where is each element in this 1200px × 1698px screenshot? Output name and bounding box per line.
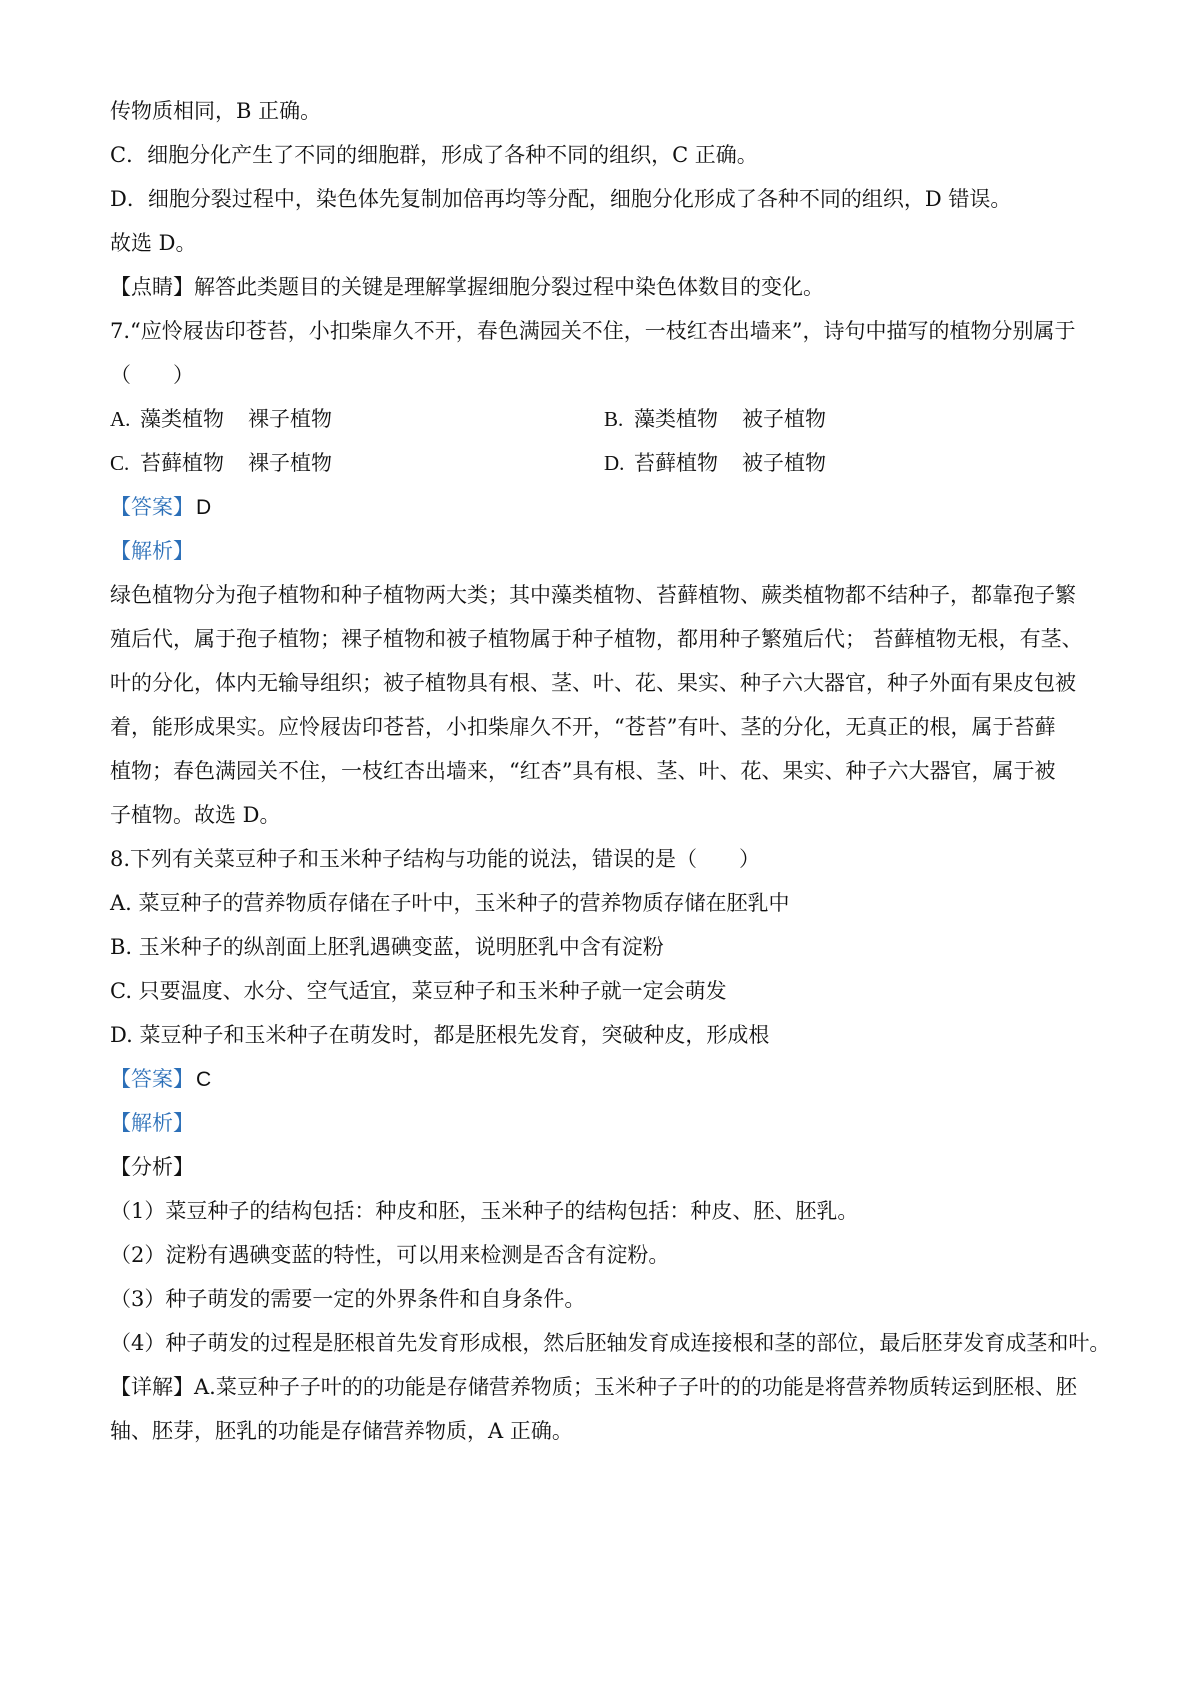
q8-option-b: B. 玉米种子的纵剖面上胚乳遇碘变蓝，说明胚乳中含有淀粉: [110, 935, 664, 959]
q7-analysis-line: 叶的分化，体内无输导组织；被子植物具有根、茎、叶、花、果实、种子六大器官，种子外面有果皮包被: [110, 671, 1076, 695]
q8-option-c: C. 只要温度、水分、空气适宜，菜豆种子和玉米种子就一定会萌发: [110, 979, 727, 1003]
text-line: C．细胞分化产生了不同的细胞群，形成了各种不同的组织，C 正确。: [110, 143, 758, 167]
q7-option-b: B. 藻类植物 被子植物: [604, 407, 826, 431]
q8-point: （1）菜豆种子的结构包括：种皮和胚，玉米种子的结构包括：种皮、胚、胚乳。: [110, 1199, 859, 1223]
q8-answer: [110, 1064, 211, 1095]
q8-detail-line: 【详解】A.菜豆种子子叶的的功能是存储营养物质；玉米种子子叶的的功能是将营养物质转运到胚根、胚: [110, 1375, 1077, 1399]
q7-answer: [110, 492, 211, 523]
answer-value: D: [196, 496, 212, 519]
q8-option-a: A. 菜豆种子的营养物质存储在子叶中，玉米种子的营养物质存储在胚乳中: [110, 891, 790, 915]
q7-option-c: C. 苔藓植物 裸子植物: [110, 451, 332, 475]
text-line: 故选 D。: [110, 231, 197, 255]
q8-point: （2）淀粉有遇碘变蓝的特性，可以用来检测是否含有淀粉。: [110, 1243, 670, 1267]
q7-analysis-line: 绿色植物分为孢子植物和种子植物两大类；其中藻类植物、苔藓植物、蕨类植物都不结种子，都靠孢子繁: [110, 583, 1076, 607]
q7-option-d: D. 苔藓植物 被子植物: [604, 451, 826, 475]
q8-analysis-label: 【解析】: [110, 1111, 194, 1135]
q7-analysis-line: 植物；春色满园关不住，一枝红杏出墙来，“红杏”具有根、茎、叶、花、果实、种子六大器官，属于被: [110, 759, 1056, 783]
q7-stem-bracket: （ ）: [110, 363, 194, 387]
q7-analysis-line: 子植物。故选 D。: [110, 803, 281, 827]
q7-option-a: A. 藻类植物 裸子植物: [110, 407, 332, 431]
answer-label: 【答案】: [110, 495, 194, 519]
q8-point: （4）种子萌发的过程是胚根首先发育形成根，然后胚轴发育成连接根和茎的部位，最后胚芽发育成茎和叶。: [110, 1331, 1111, 1355]
text-line: 传物质相同，B 正确。: [110, 99, 322, 123]
q7-analysis-line: 殖后代，属于孢子植物；裸子植物和被子植物属于种子植物，都用种子繁殖后代； 苔藓植物无根，有茎、: [110, 627, 1083, 651]
answer-label: 【答案】: [110, 1067, 194, 1091]
q7-analysis-label: 【解析】: [110, 539, 194, 563]
q7-stem: 7.“应怜屐齿印苍苔，小扣柴扉久不开，春色满园关不住，一枝红杏出墙来”，诗句中描写的植物分别属于: [110, 319, 1076, 343]
q8-option-d: D. 菜豆种子和玉米种子在萌发时，都是胚根先发育，突破种皮，形成根: [110, 1023, 770, 1047]
q7-analysis-line: 着，能形成果实。应怜屐齿印苍苔，小扣柴扉久不开，“苍苔”有叶、茎的分化，无真正的根，属于苔藓: [110, 715, 1056, 739]
q8-point: （3）种子萌发的需要一定的外界条件和自身条件。: [110, 1287, 586, 1311]
answer-value: C: [196, 1068, 212, 1091]
q8-detail-line: 轴、胚芽，胚乳的功能是存储营养物质，A 正确。: [110, 1419, 573, 1443]
text-line: D．细胞分裂过程中，染色体先复制加倍再均等分配，细胞分化形成了各种不同的组织，D 错误。: [110, 187, 1012, 211]
q8-fenxi-label: 【分析】: [110, 1155, 194, 1179]
tip-line: 【点睛】解答此类题目的关键是理解掌握细胞分裂过程中染色体数目的变化。: [110, 275, 824, 299]
q8-stem: 8.下列有关菜豆种子和玉米种子结构与功能的说法，错误的是（ ）: [110, 847, 761, 871]
